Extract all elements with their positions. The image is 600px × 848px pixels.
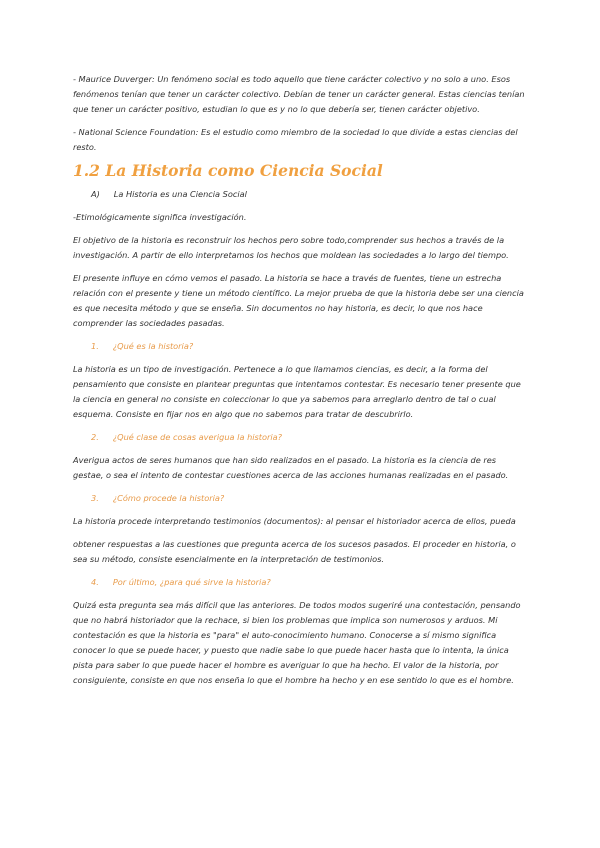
section-title: 1.2 La Historia como Ciencia Social: [73, 161, 383, 180]
question-2-text: ¿Qué clase de cosas averigua la historia?: [112, 432, 283, 442]
paragraph-nsf: - National Science Foundation: Es el estudio como miembro de la sociedad lo que divide a estas ciencias del resto.: [73, 127, 518, 152]
question-3: [91, 491, 529, 506]
question-2: [91, 430, 529, 445]
question-3-text: ¿Cómo procede la historia?: [112, 493, 225, 503]
question-2-number: 2.: [91, 432, 99, 442]
question-4: [91, 575, 529, 590]
paragraph-answer-1: La historia es un tipo de investigación. Pertenece a lo que llamamos ciencias, es decir, a la forma del pensamiento que consiste en plantear preguntas que intentamos contestar. Es necesario tener presente que la ciencia en general no consiste en coleccionar lo que ya sabemos para arreglarlo dentro de tal o cual esquema. Consiste en fijar nos en algo que no sabemos para tratar de descubrirlo.: [73, 364, 521, 419]
paragraph-etimologia: -Etimológicamente significa investigación.: [73, 212, 247, 222]
document-body: [73, 72, 529, 688]
question-4-text: Por último, ¿para qué sirve la historia?: [112, 577, 271, 587]
subsection-a-marker: A): [91, 189, 100, 199]
paragraph-answer-3b: obtener respuestas a las cuestiones que pregunta acerca de los sucesos pasados. El proceder en historia, o sea su método, consiste esencialmente en la interpretación de testimonios.: [73, 539, 516, 564]
subsection-a: [91, 187, 529, 202]
paragraph-presente: El presente influye en cómo vemos el pasado. La historia se hace a través de fuentes, tiene un estrecha relación con el presente y tiene un método científico. La mejor prueba de que la historia debe ser una ciencia es que necesita método y que se enseña. Sin documentos no hay historia, es decir, lo que nos hace comprender las sociedades pasadas.: [73, 273, 524, 328]
question-3-number: 3.: [91, 493, 99, 503]
paragraph-objetivo: El objetivo de la historia es reconstruir los hechos pero sobre todo,comprender sus hechos a través de la investigación. A partir de ello interpretamos los hechos que moldean las sociedades a lo largo del tiempo.: [73, 235, 509, 260]
question-1: [91, 339, 529, 354]
paragraph-duverger: - Maurice Duverger: Un fenómeno social es todo aquello que tiene carácter colectivo y no solo a uno. Esos fenómenos tenían que tener un carácter colectivo. Debían de tener un carácter general. Estas ciencias tenían que tener un carácter positivo, estudian lo que es y no lo que debería ser, tienen carácter objetivo.: [73, 74, 525, 114]
paragraph-answer-3a: La historia procede interpretando testimonios (documentos): al pensar el historiador acerca de ellos, pueda: [73, 516, 516, 526]
question-4-number: 4.: [91, 577, 99, 587]
question-1-number: 1.: [91, 341, 99, 351]
subsection-a-text: La Historia es una Ciencia Social: [113, 189, 247, 199]
question-1-text: ¿Qué es la historia?: [112, 341, 194, 351]
paragraph-answer-4: Quizá esta pregunta sea más difícil que las anteriores. De todos modos sugeriré una contestación, pensando que no habrá historiador que la rechace, si bien los problemas que implica son numerosos y arduos. Mi contestación es que la historia es "para" el auto-conocimiento humano. Conocerse a sí mismo significa conocer lo que se puede hacer, y puesto que nadie sabe lo que puede hacer hasta que lo intenta, la única pista para saber lo que puede hacer el hombre es averiguar lo que ha hecho. El valor de la historia, por consiguiente, consiste en que nos enseña lo que el hombre ha hecho y en ese sentido lo que es el hombre.: [73, 600, 521, 685]
paragraph-answer-2: Averigua actos de seres humanos que han sido realizados en el pasado. La historia es la ciencia de res gestae, o sea el intento de contestar cuestiones acerca de las acciones humanas realizadas en el pasado.: [73, 455, 509, 480]
